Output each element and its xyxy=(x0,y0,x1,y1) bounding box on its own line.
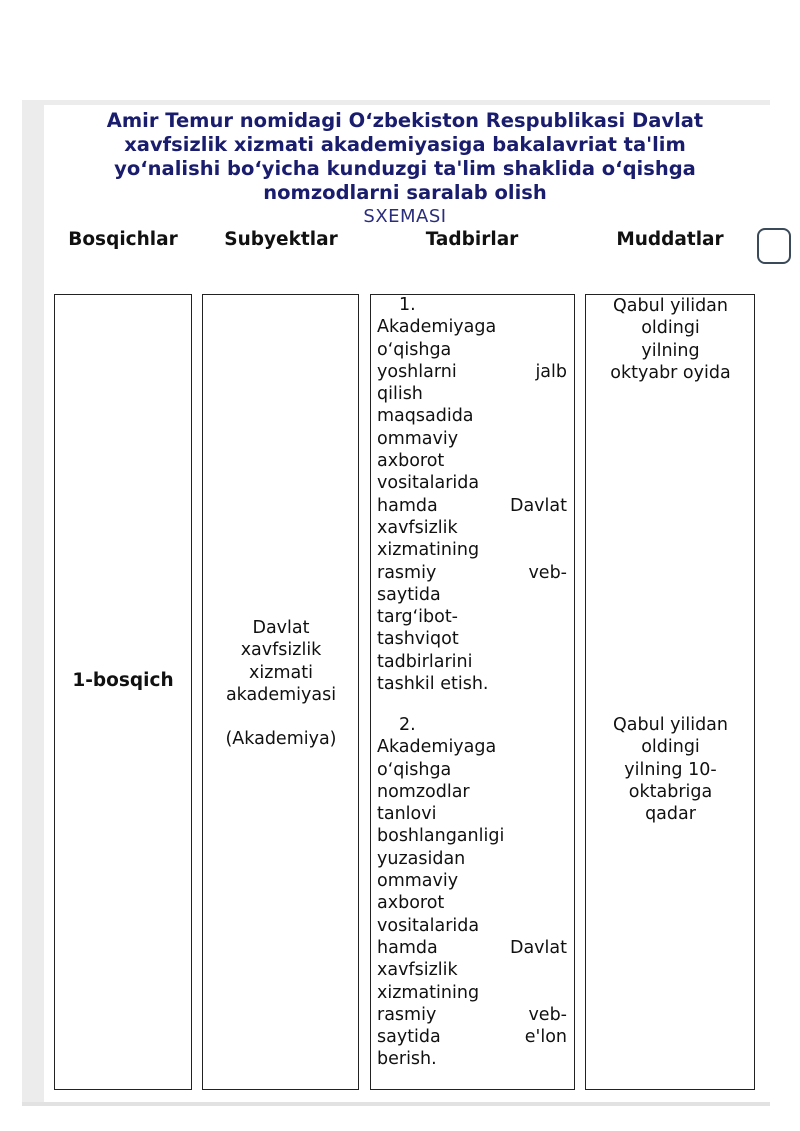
deadline-line: Qabul yilidan xyxy=(613,715,728,735)
activity-line: xavfsizlik xyxy=(377,960,458,981)
activity-line: maqsadida xyxy=(377,406,474,427)
activity-line: nomzodlar xyxy=(377,781,470,802)
title-line: nomzodlarni saralab olish xyxy=(263,181,547,204)
activity-line: vositalarida xyxy=(377,915,480,936)
document-title xyxy=(60,109,750,205)
deadline-line: oktyabr oyida xyxy=(610,362,731,383)
activity-line: ommaviy xyxy=(377,871,459,892)
activity-number: 1. xyxy=(399,295,416,315)
page-bottom-edge xyxy=(22,1102,770,1106)
activity-line: hamda Davlat xyxy=(377,937,567,958)
activity-line: hamda Davlat xyxy=(377,495,567,516)
header-subjects: Subyektlar xyxy=(224,229,338,250)
activity-2 xyxy=(377,714,567,1071)
cell-deadlines xyxy=(585,294,755,1090)
subject-text xyxy=(205,617,357,750)
stage-label: 1-bosqich xyxy=(72,670,174,691)
subject-line: Davlat xyxy=(252,618,310,638)
header-stages: Bosqichlar xyxy=(68,229,178,250)
activity-line: saytida xyxy=(377,584,441,605)
header-activities: Tadbirlar xyxy=(425,229,519,250)
activity-line: rasmiy veb- xyxy=(377,562,567,583)
activity-line: yuzasidan xyxy=(377,848,466,869)
activity-number: 2. xyxy=(399,715,416,735)
subject-line: (Akademiya) xyxy=(225,729,337,750)
title-line: xavfsizlik xizmati akademiyasiga bakalavriat ta'lim xyxy=(124,133,686,156)
header-deadlines: Muddatlar xyxy=(616,229,724,250)
activity-line: axborot xyxy=(377,451,445,472)
activity-line: xizmatining xyxy=(377,540,480,561)
deadline-line: yilning xyxy=(641,340,700,361)
subject-line: akademiyasi xyxy=(225,684,337,705)
activity-line: tashviqot xyxy=(377,629,459,650)
side-scroll-tab[interactable] xyxy=(757,228,791,264)
document-subtitle: SXEMASI xyxy=(363,206,447,227)
activity-line: berish. xyxy=(377,1049,437,1070)
deadline-line: Qabul yilidan xyxy=(613,296,728,316)
cell-stage xyxy=(54,294,192,1090)
activity-line: Akademiyaga xyxy=(377,317,497,338)
deadline-line: oldingi xyxy=(641,737,700,758)
title-line: yoʻnalishi boʻyicha kunduzgi ta'lim shaklida oʻqishga xyxy=(114,157,696,180)
activity-line: saytida e'lon xyxy=(377,1027,567,1048)
deadline-2 xyxy=(588,714,753,825)
activity-line: targʻibot- xyxy=(377,607,458,628)
deadline-1 xyxy=(588,295,753,384)
activity-line: tanlovi xyxy=(377,804,437,825)
page-left-margin xyxy=(22,100,44,1105)
page-top-margin xyxy=(22,100,770,105)
activity-1 xyxy=(377,294,567,695)
activity-line: ommaviy xyxy=(377,428,459,449)
activity-line: boshlanganligi xyxy=(377,826,505,847)
activity-line: qilish xyxy=(377,384,423,405)
deadline-line: yilning 10- xyxy=(624,759,717,780)
activity-line: xavfsizlik xyxy=(377,517,458,538)
subject-line: xavfsizlik xyxy=(240,640,322,661)
activity-line: vositalarida xyxy=(377,473,480,494)
activity-line: tashkil etish. xyxy=(377,674,489,695)
activity-line: Akademiyaga xyxy=(377,737,497,758)
deadline-line: oktabriga xyxy=(628,781,713,802)
activity-line: axborot xyxy=(377,893,445,914)
subject-line: xizmati xyxy=(249,662,313,683)
deadline-line: oldingi xyxy=(641,318,700,339)
deadline-line: qadar xyxy=(645,804,696,825)
activity-line: rasmiy veb- xyxy=(377,1004,567,1025)
activity-line: oʻqishga xyxy=(377,339,452,360)
activity-line: yoshlarni jalb xyxy=(377,361,567,382)
title-line: Amir Temur nomidagi Oʻzbekiston Respublikasi Davlat xyxy=(106,109,704,132)
activity-line: tadbirlarini xyxy=(377,651,473,672)
activity-line: xizmatining xyxy=(377,982,480,1003)
activity-line: oʻqishga xyxy=(377,759,452,780)
